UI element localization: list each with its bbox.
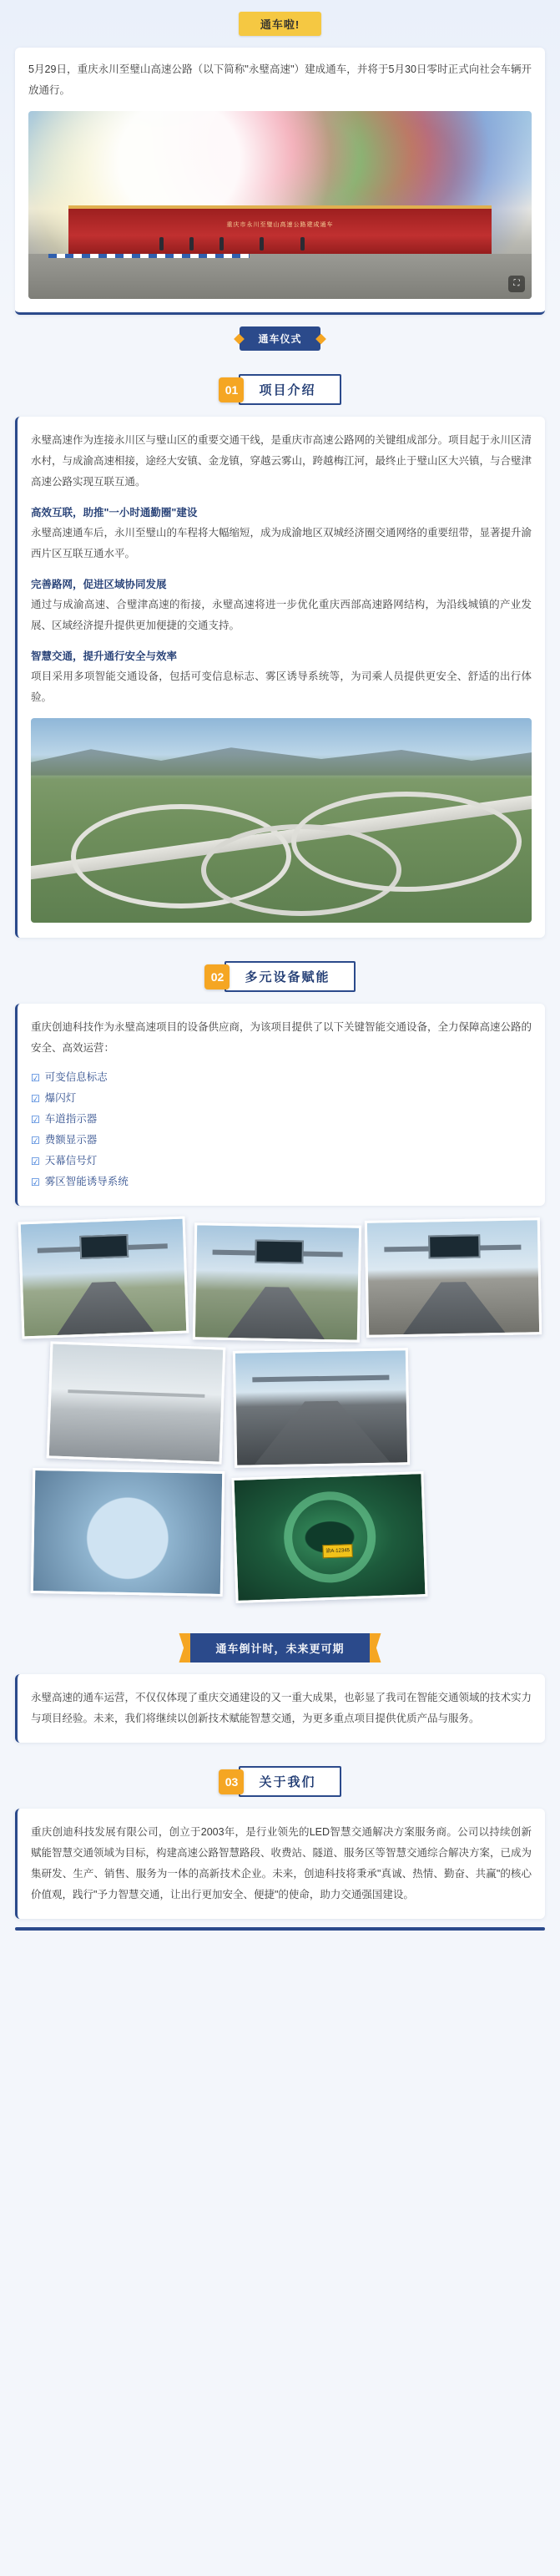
person-figure	[189, 237, 194, 251]
interchange-photo	[31, 718, 532, 923]
countdown-card	[15, 1674, 545, 1743]
devices-intro: 重庆创迪科技作为永璧高速项目的设备供应商，为该项目提供了以下关键智能交通设备，全力保障高速公路的安全、高效运营：	[31, 1021, 532, 1054]
device-photo	[365, 1217, 542, 1338]
device-label: 费额显示器	[44, 1134, 98, 1146]
project-paragraph-3: 通过与成渝高速、合璧津高速的衔接，永璧高速将进一步优化重庆西部高速路网结构，为沿线城镇的产业发展、区域经济提升提供更加便捷的交通支持。	[31, 599, 532, 631]
top-banner-title: 通车啦!	[239, 12, 321, 36]
about-text: 重庆创迪科技发展有限公司，创立于2003年，是行业领先的LED智慧交通解决方案服务商。公司以持续创新赋能智慧交通领域为目标，构建高速公路智慧路段、收费站、隧道、服务区等智慧交通综合解决方案，已成为集研发、生产、销售、服务为一体的高新技术企业。未来，创迪科技将秉承"真诚、热情、勤奋、共赢"的核心价值观，践行"予力智慧交通，让出行更加安全、便捷"的使命，助力交通强国建设。	[31, 1826, 532, 1900]
section-title: 多元设备赋能	[225, 961, 355, 992]
device-photo-collage	[15, 1219, 545, 1612]
section-header-project	[0, 374, 560, 405]
section-header-devices	[0, 961, 560, 992]
project-paragraph-1: 永璧高速作为连接永川区与璧山区的重要交通干线，是重庆市高速公路网的关键组成部分。项目起于永川区清水村，与成渝高速相接，途经大安镇、金龙镇，穿越云雾山，跨越梅江河，最终止于璧山区大兴镇，与合璧津高速公路实现互联互通。	[31, 434, 532, 488]
vms-sign	[255, 1240, 304, 1264]
list-item	[31, 1109, 532, 1130]
devices-card	[15, 1004, 545, 1206]
road-shape	[253, 1400, 390, 1465]
top-banner	[0, 0, 560, 36]
gantry-shape	[253, 1375, 389, 1383]
section-header-about	[0, 1766, 560, 1797]
list-item	[31, 1088, 532, 1109]
device-photo	[233, 1348, 410, 1468]
highway-ramp	[291, 792, 522, 892]
road-shape	[228, 1286, 325, 1339]
list-item	[31, 1130, 532, 1151]
ceremony-barrier	[48, 254, 250, 258]
person-figure	[219, 237, 224, 251]
person-figure	[159, 237, 164, 251]
device-list	[31, 1067, 532, 1192]
hill-shape	[31, 742, 532, 775]
road-shape	[402, 1281, 505, 1334]
vms-sign	[429, 1235, 481, 1259]
person-figure	[300, 237, 305, 251]
tunnel-light-ring	[282, 1490, 376, 1584]
countdown-ribbon	[190, 1633, 369, 1663]
countdown-ribbon-wrap	[0, 1633, 560, 1663]
license-plate: 渝A·12345	[322, 1544, 353, 1558]
project-paragraph-4: 项目采用多项智能交通设备，包括可变信息标志、雾区诱导系统等，为司乘人员提供更安全、舒适的出行体验。	[31, 671, 532, 703]
device-photo	[231, 1471, 427, 1603]
project-card	[15, 417, 545, 938]
section-title: 项目介绍	[239, 374, 341, 405]
ribbon-tail-left	[179, 1633, 190, 1663]
device-photo	[193, 1222, 361, 1342]
device-label: 爆闪灯	[44, 1092, 77, 1104]
section-number: 02	[204, 964, 230, 989]
ceremony-caption-wrap	[0, 326, 560, 351]
road-shape	[55, 1280, 154, 1335]
device-photo	[47, 1341, 226, 1464]
section-title: 关于我们	[239, 1766, 341, 1797]
ceremony-caption: 通车仪式	[240, 326, 320, 351]
list-item	[31, 1151, 532, 1172]
device-photo	[18, 1217, 189, 1339]
device-label: 天幕信号灯	[44, 1155, 98, 1167]
list-item	[31, 1067, 532, 1088]
intro-card	[15, 48, 545, 315]
person-figure	[260, 237, 264, 251]
countdown-ribbon-label: 通车倒计时，未来更可期	[215, 1642, 345, 1655]
bottom-rule	[15, 1927, 545, 1931]
device-photo	[31, 1468, 225, 1597]
project-paragraph-2: 永璧高速通车后，永川至璧山的车程将大幅缩短，成为成渝地区双城经济圈交通网络的重要纽带，显著提升渝西片区互联互通水平。	[31, 527, 532, 559]
about-card	[15, 1809, 545, 1919]
gate-text: 重庆市永川至璧山高速公路建成通车	[226, 221, 334, 228]
check-icon: ☑	[31, 1092, 40, 1105]
ceremony-road	[28, 254, 532, 299]
check-icon: ☑	[31, 1134, 40, 1146]
ceremony-gate	[68, 205, 492, 258]
device-label: 车道指示器	[44, 1113, 98, 1125]
check-icon: ☑	[31, 1176, 40, 1188]
section-number: 01	[219, 377, 244, 402]
project-subhead-3: 完善路网，促进区域协同发展	[31, 579, 167, 590]
project-subhead-2: 高效互联，助推"一小时通勤圈"建设	[31, 507, 198, 519]
device-label: 可变信息标志	[44, 1071, 108, 1083]
list-item	[31, 1172, 532, 1192]
expand-photo-icon[interactable]: ⛶	[508, 276, 525, 292]
check-icon: ☑	[31, 1113, 40, 1126]
ceremony-photo	[28, 111, 532, 299]
ribbon-tail-right	[370, 1633, 381, 1663]
ceiling-beam	[68, 1389, 204, 1398]
device-label: 雾区智能诱导系统	[44, 1176, 129, 1187]
project-subhead-4: 智慧交通，提升通行安全与效率	[31, 650, 178, 662]
check-icon: ☑	[31, 1071, 40, 1084]
vms-sign	[79, 1234, 129, 1259]
check-icon: ☑	[31, 1155, 40, 1167]
countdown-text: 永璧高速的通车运营，不仅仅体现了重庆交通建设的又一重大成果，也彰显了我司在智能交通领域的技术实力与项目经验。未来，我们将继续以创新技术赋能智慧交通，为更多重点项目提供优质产品与服务。	[31, 1692, 532, 1724]
section-number: 03	[219, 1769, 244, 1794]
intro-paragraph: 5月29日，重庆永川至璧山高速公路（以下简称"永璧高速"）建成通车，并将于5月30日零时正式向社会车辆开放通行。	[28, 63, 532, 96]
